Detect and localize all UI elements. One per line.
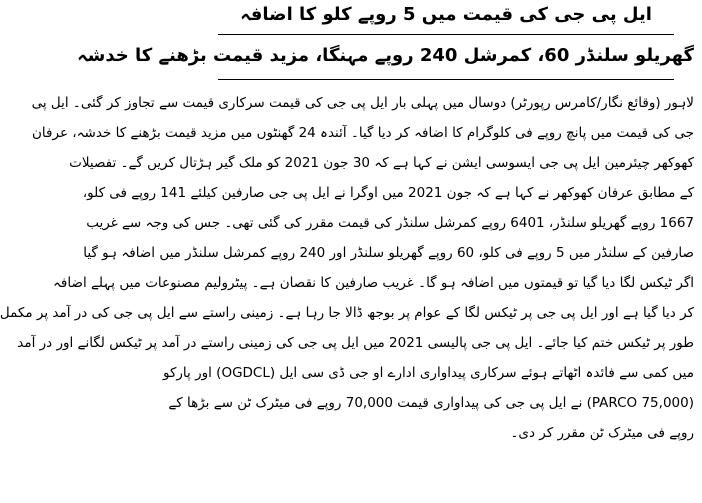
article-line: کے مطابق عرفان کھوکھر نے کہا ہے کہ جون 2021 میں اوگرا نے ایل پی جی صارفین کیلئے 141 روپے فی کلو، [82,185,694,201]
article-line: 1667 روپے گھریلو سلنڈر، 6401 روپے کمرشل سلنڈر کی قیمت مقرر کی گئی تھی۔ جس کی وجہ سے غریب [86,215,694,231]
article-line: طور پر ٹیکس ختم کیا جائے۔ ایل پی جی پالیسی 2021 میں ایل پی جی کی زمینی راستے در آمد پر ٹیکس لگانے اور در آمد [17,335,694,351]
article-line: جی کی قیمت میں پانچ روپے فی کلوگرام کا اضافہ کر دیا گیا۔ آئندہ 24 گھنٹوں میں مزید قیمت بڑھنے کا خدشہ، عرفان [32,125,694,141]
article-line: اگر ٹیکس لگا دیا گیا تو قیمتوں میں اضافہ ہو گا۔ غریب صارفین کا نقصان ہے۔ پیٹرولیم مصنوعات میں پہلے اضافہ [53,275,694,291]
article-body [0,88,694,448]
headline-main: ایل پی جی کی قیمت میں 5 روپے کلو کا اضافہ [240,4,652,25]
headline-divider-bottom [218,79,674,80]
article-line: لاہور (وقائع نگار/کامرس رپورٹر) دوسال میں پہلی بار ایل پی جی کی قیمت سرکاری قیمت سے تجاوز کر گئی۔ ایل پی [31,95,694,111]
article-line: میں کمی سے فائدہ اٹھاتے ہوئے سرکاری پیداواری ادارے او جی ڈی سی ایل (OGDCL) اور پارکو [163,365,694,381]
article-line: کر دیا گیا ہے اور ایل پی جی پر ٹیکس لگا کے عوام پر بوجھ ڈالا جا رہا ہے۔ زمینی راستے سے ایل پی جی کی در آمد پر مکمل [0,305,694,321]
article-line: (PARCO 75,000) نے ایل پی جی کی پیداواری قیمت 70,000 روپے فی میٹرک ٹن سے بڑھا کے [168,395,694,411]
article-line: روپے فی میٹرک ٹن مقرر کر دی۔ [510,425,694,441]
article-line: صارفین کے سلنڈر میں 5 روپے فی کلو، 60 روپے گھریلو سلنڈر اور 240 روپے کمرشل سلنڈر میں اضافہ ہو گیا [83,245,694,261]
article-line: کھوکھر چیئرمین ایل پی جی ایسوسی ایشن نے کہا ہے کہ 30 جون 2021 کو ملک گیر ہڑتال کریں گے۔ تفصیلات [69,155,694,171]
headline-sub: گھریلو سلنڈر 60، کمرشل 240 روپے مہنگا، مزید قیمت بڑھنے کا خدشہ [77,45,694,66]
